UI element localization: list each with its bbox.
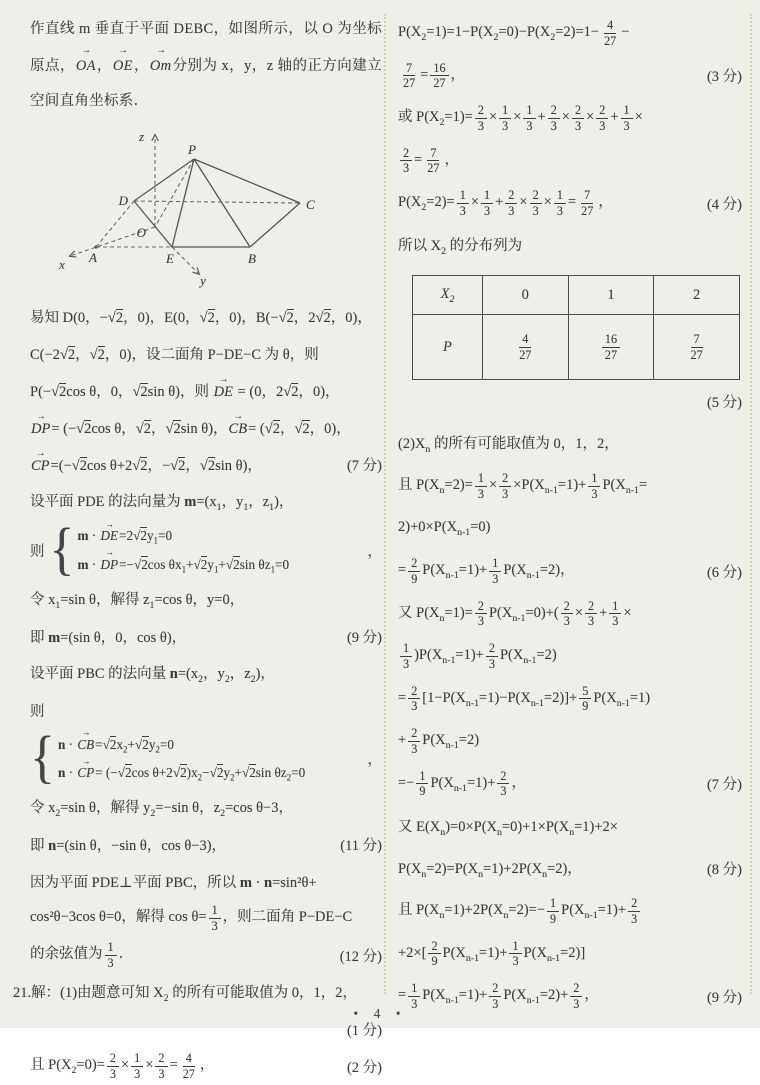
math-text: $\frac{1}{3}$ )$P(X_{n-1}=1)+$ $\frac{2}{3}$ $P(X_{n-1}=2)$	[398, 641, 557, 671]
right-lines-top	[398, 12, 742, 267]
case-equation: m · DE $\to=2√2y_1=0$	[77, 526, 289, 546]
table-header-cell: 0	[482, 276, 568, 315]
math-text: DP →= (−√2cos θ，√2，√2sin θ)，CB →= (√2，√2，0)，	[30, 417, 351, 438]
text-line	[398, 933, 742, 976]
math-text: 令 $x_1=\sin$ θ，解得 $z_1=\cos$ θ，y=0，	[30, 591, 245, 611]
page-number: • 4 •	[353, 1006, 407, 1021]
score-mark: (7 分)	[346, 458, 382, 475]
score-mark: (5 分)	[706, 394, 742, 411]
math-text: C(−2√2，√2，0)，设二面角 P−DE−C 为 θ，则	[30, 347, 319, 364]
geometry-diagram	[30, 123, 382, 296]
math-text: $\frac{7}{27}$ = $\frac{16}{27}$ ，	[403, 60, 466, 91]
equation-system	[30, 725, 382, 790]
text-line	[30, 937, 382, 974]
score-mark: (8 分)	[706, 862, 742, 879]
math-text: $(2)X_n$ 的所有可能取值为 0，1，2，	[398, 436, 619, 456]
label-z: z	[138, 129, 144, 145]
math-text: ，	[367, 543, 382, 560]
table-cell: $\frac{16}{27}$	[568, 315, 654, 380]
math-text: 21.解：(1)由题意可知 $X_2$ 的所有可能取值为 0，1，2，	[13, 984, 358, 1004]
text-line	[30, 789, 382, 826]
table-header-cell: 1	[568, 276, 654, 315]
text-line	[30, 298, 382, 335]
text-line	[398, 97, 742, 140]
score-mark: (1 分)	[346, 1022, 382, 1039]
math-text: 则	[30, 703, 45, 720]
score-mark: (6 分)	[706, 564, 742, 581]
label-P: P	[188, 142, 196, 158]
math-text: =− $\frac{1}{9}$ $P(X_{n-1}=1)+$ $\frac{2}{3}$ ，	[398, 768, 526, 799]
score-mark: (4 分)	[706, 196, 742, 213]
math-text: 易知 D(0，−√2，0)，E(0，√2，0)，B(−√2，2√2，0)，	[30, 310, 372, 327]
math-text: 又 $P(X_n=1)=$ $\frac{2}{3}$ $P(X_{n-1}=0)+$( $\frac{2}{3}$ × $\frac{2}{3}$ + $\frac{1}{3}$ ×	[398, 598, 632, 629]
math-text: 且 $P(X_n=1)+2P(X_n=2)=-$ $\frac{1}{9}$ $P(X_{n-1}=1)+$ $\frac{2}{3}$	[398, 896, 642, 926]
column-divider	[384, 14, 386, 994]
label-C: C	[306, 197, 315, 213]
label-B: B	[248, 251, 256, 267]
text-line	[398, 508, 742, 551]
math-text: 设平面 PBC 的法向量 $n=(x_2$，$y_2$，$z_2$)，	[30, 665, 275, 685]
text-line	[398, 225, 742, 268]
equation-system	[30, 517, 382, 582]
text-line	[398, 678, 742, 721]
text-line	[30, 372, 382, 409]
math-text: 即 m=(sin θ，0，cos θ)，	[30, 629, 187, 646]
text-line	[30, 581, 382, 618]
math-text: 的余弦值为 $\frac{1}{3}$ ．	[30, 940, 134, 970]
math-text: 则	[30, 543, 45, 560]
table-header-row	[413, 276, 740, 315]
math-text: = $\frac{1}{3}$ $P(X_{n-1}=1)+$ $\frac{2}{3}$ $P(X_{n-1}=2)+$ $\frac{2}{3}$ ，	[398, 981, 599, 1011]
text-line	[398, 720, 742, 763]
math-text: 即 n=(sin θ，−sin θ，cos θ−3)，	[30, 837, 227, 854]
table-cell: $\frac{4}{27}$	[482, 315, 568, 380]
math-text: $P(X_2=2)=$ $\frac{1}{3}$ × $\frac{1}{3}$ + $\frac{2}{3}$ × $\frac{2}{3}$ × $\frac{1}{3}$ = $\frac{7}{27}$ ，	[398, 188, 613, 218]
text-line	[30, 409, 382, 446]
text-line	[398, 805, 742, 848]
score-mark: (7 分)	[706, 777, 742, 794]
text-line	[30, 446, 382, 483]
case-equation: n · CP →= (−√2cos $\theta+2√2)x_2-√2y_2+√2\sin$ $\theta z_2=0$	[58, 763, 305, 783]
math-text: 且 $P(X_n=2)=$ $\frac{1}{3}$ × $\frac{2}{3}$ $\times P(X_{n-1}=1)+$ $\frac{1}{3}$ $P(X_{n-1}=$	[398, 471, 648, 501]
score-mark: (11 分)	[340, 837, 382, 854]
math-text: P(−√2cos θ，0，√2sin θ)，则 DE → = (0，2√2，0)，	[30, 380, 340, 401]
text-line	[30, 618, 382, 655]
text-line	[30, 863, 382, 900]
math-text: = $\frac{2}{9}$ $P(X_{n-1}=1)+$ $\frac{1}{3}$ $P(X_{n-1}=2)$，	[398, 556, 575, 586]
point-A	[94, 246, 97, 249]
right-column	[398, 12, 742, 1018]
math-text: $P(X_2=1)=1-P(X_2=0)-P(X_2=2)=1-$ $\frac{4}{27}$ −	[398, 18, 630, 48]
intro-paragraph: 作直线 m 垂直于平面 DEBC，如图所示，以 O 为坐标原点，OA →，OE →，Om →分别为 x，y，z 轴的正方向建立空间直角坐标系．	[30, 12, 382, 119]
text-line	[30, 655, 382, 692]
score-mark: (9 分)	[346, 629, 382, 646]
label-A: A	[89, 250, 97, 266]
table-header-cell: 2	[654, 276, 740, 315]
text-line	[398, 763, 742, 806]
table-value-row	[413, 315, 740, 380]
score-mark: (12 分)	[339, 948, 382, 965]
math-text: + $\frac{2}{3}$ $P(X_{n-1}=2)$	[398, 726, 480, 756]
table-cell: $\frac{7}{27}$	[654, 315, 740, 380]
label-y: y	[200, 273, 206, 289]
math-text: = $\frac{2}{3}$ $[1-P(X_{n-1}=1)-P(X_{n-1}=2)]+$ $\frac{5}{9}$ $P(X_{n-1}=1)$	[398, 683, 651, 714]
case-equation: n · CB $\to=√2x_2+√2y_2=0$	[58, 735, 305, 755]
table-cell: P	[413, 315, 483, 380]
math-text: ，	[367, 752, 382, 769]
math-text: 因为平面 PDE⊥平面 PBC，所以 m · n=sin²θ+	[30, 874, 317, 891]
math-text: 所以 $X_2$ 的分布列为	[398, 238, 523, 258]
equation-stack	[77, 526, 289, 574]
math-text: 且 $P(X_2=0)=$ $\frac{2}{3}$ × $\frac{1}{3}$ × $\frac{2}{3}$ = $\frac{4}{27}$ ，	[30, 1051, 215, 1081]
y-axis	[172, 247, 199, 274]
math-text: $2)+0\times P(X_{n-1}=0)$	[398, 519, 491, 539]
math-text: cos²θ−3cos θ=0，解得 cos θ= $\frac{1}{3}$ ，则二面角 P−DE−C	[30, 903, 353, 933]
page-edge-divider	[750, 14, 752, 994]
table-header-cell: $X_2$	[413, 276, 483, 315]
score-mark: (3 分)	[706, 69, 742, 86]
text-line	[398, 182, 742, 225]
distribution-table	[412, 275, 740, 380]
math-text: 设平面 PDE 的法向量为 $m=(x_1$，$y_1$，$z_1$)，	[30, 494, 294, 514]
math-text: 或 $P(X_2=1)=$ $\frac{2}{3}$ × $\frac{1}{3}$ × $\frac{1}{3}$ + $\frac{2}{3}$ × $\frac{2}{3}$ × $\frac{2}{3}$ + $\frac{1}{3}$ ×	[398, 103, 643, 133]
text-line	[398, 890, 742, 933]
text-line	[398, 423, 742, 466]
left-lines	[13, 298, 382, 1085]
text-line	[398, 848, 742, 891]
label-E: E	[166, 251, 174, 267]
text-line	[398, 465, 742, 508]
math-text: $P(X_n=2)=P(X_n=1)+2P(X_n=2)$，	[398, 861, 582, 881]
case-equation: m · DP →=−√2cos $\theta x_1+√2y_1+√2\sin$ $\theta z_1=0$	[77, 555, 289, 575]
label-x: x	[59, 257, 65, 273]
label-O: O	[136, 225, 146, 241]
math-text: 令 $x_2=\sin$ θ，解得 $y_2=-\sin$ θ，$z_2=\cos$ θ−3，	[30, 799, 293, 819]
equation-stack	[58, 735, 305, 783]
table-score-line	[398, 380, 742, 423]
math-text: +2×[ $\frac{2}{9}$ $P(X_{n-1}=1)+$ $\frac{1}{3}$ $P(X_{n-1}=2)$]	[398, 938, 586, 969]
text-line	[398, 140, 742, 183]
text-line	[398, 12, 742, 55]
cases-brace: {	[49, 517, 75, 582]
right-lines-bottom	[398, 423, 742, 1018]
text-line	[30, 335, 382, 372]
left-column	[13, 12, 382, 1085]
text-line	[398, 593, 742, 636]
text-line	[30, 1048, 382, 1085]
score-mark: (9 分)	[706, 989, 742, 1006]
text-line	[398, 55, 742, 98]
text-line	[30, 692, 382, 729]
math-text: CP →=(−√2cos θ+2√2，−√2，√2sin θ)，	[30, 454, 262, 475]
cases-brace: {	[30, 725, 55, 790]
label-D: D	[118, 193, 128, 209]
text-line	[30, 900, 382, 937]
score-mark: (2 分)	[346, 1059, 382, 1076]
text-line	[398, 635, 742, 678]
text-line	[30, 483, 382, 520]
math-text: 又 $E(X_n)=0\times P(X_n=0)+1\times P(X_n=1)+2\times$	[398, 818, 618, 838]
text-line	[398, 550, 742, 593]
math-text: $\frac{2}{3}$ = $\frac{7}{27}$ ，	[398, 146, 459, 176]
text-line	[30, 826, 382, 863]
